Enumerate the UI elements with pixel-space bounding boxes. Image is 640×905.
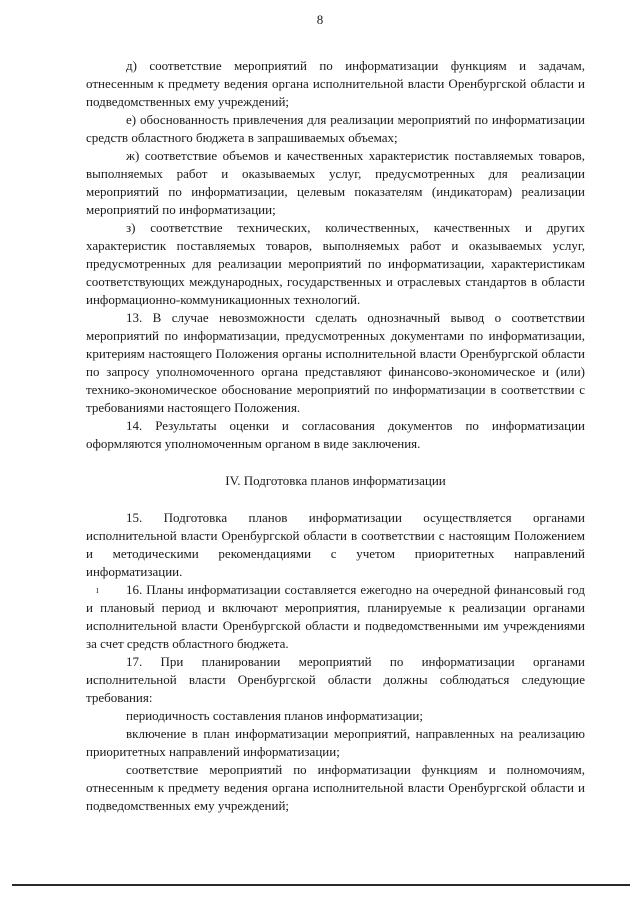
paragraph-zh: ж) соответствие объемов и качественных характеристик поставляемых товаров, выполняемых работ и оказываемых услуг, предусмотренных для реализации мероприятий по информатизации, целевым показателям (индикаторам) реализации мероприятий по информатизации; — [86, 148, 585, 217]
paragraph-16: 16. Планы информатизации составляется ежегодно на очередной финансовый год и плановый период и включают мероприятия, планируемые к реализации органами исполнительной власти Оренбургской области и подведомственными им учреждениями за счет средств областного бюджета. — [86, 582, 585, 651]
scan-mark: ı — [96, 585, 99, 596]
requirement-item: соответствие мероприятий по информатизации функциям и полномочиям, отнесенным к предмету ведения органа исполнительной власти Оренбургской области и подведомственных ему учреждений; — [86, 762, 585, 813]
paragraph-d: д) соответствие мероприятий по информатизации функциям и задачам, отнесенным к предмету ведения органа исполнительной власти Оренбургской области и подведомственных ему учреждений; — [86, 58, 585, 109]
paragraph-z: з) соответствие технических, количественных, качественных и других характеристик поставляемых товаров, выполняемых работ и оказываемых услуг, предусмотренных для реализации мероприятий по информатизации, характеристикам соответствующих международных, государственных и отраслевых стандартов в области информационно-коммуникационных технологий. — [86, 220, 585, 307]
requirement-item: периодичность составления планов информатизации; — [126, 708, 423, 723]
paragraph-14: 14. Результаты оценки и согласования документов по информатизации оформляются уполномоченным органом в виде заключения. — [86, 418, 585, 451]
paragraph-13: 13. В случае невозможности сделать однозначный вывод о соответствии мероприятий по информатизации, предусмотренных документами по информатизации, критериям настоящего Положения органы исполнительной власти Оренбургской области по запросу уполномоченного органа представляют финансово-экономическое и (или) технико-экономическое обоснование мероприятий по информатизации в соответствии с требованиями настоящего Положения. — [86, 310, 585, 415]
paragraph-e: е) обоснованность привлечения для реализации мероприятий по информатизации средств областного бюджета в запрашиваемых объемах; — [86, 112, 585, 145]
requirement-item: включение в план информатизации мероприятий, направленных на реализацию приоритетных направлений информатизации; — [86, 726, 585, 759]
page-bottom-rule — [12, 884, 630, 886]
paragraph-15: 15. Подготовка планов информатизации осуществляется органами исполнительной власти Оренбургской области в соответствии с настоящим Положением и методическими рекомендациями с учетом приоритетных направлений информатизации. — [86, 510, 585, 579]
section-heading: IV. Подготовка планов информатизации — [225, 473, 446, 488]
page-number: 8 — [316, 12, 324, 27]
paragraph-17: 17. При планировании мероприятий по информатизации органами исполнительной власти Оренбургской области должны соблюдаться следующие требования: — [86, 654, 585, 705]
document-body — [86, 57, 585, 815]
